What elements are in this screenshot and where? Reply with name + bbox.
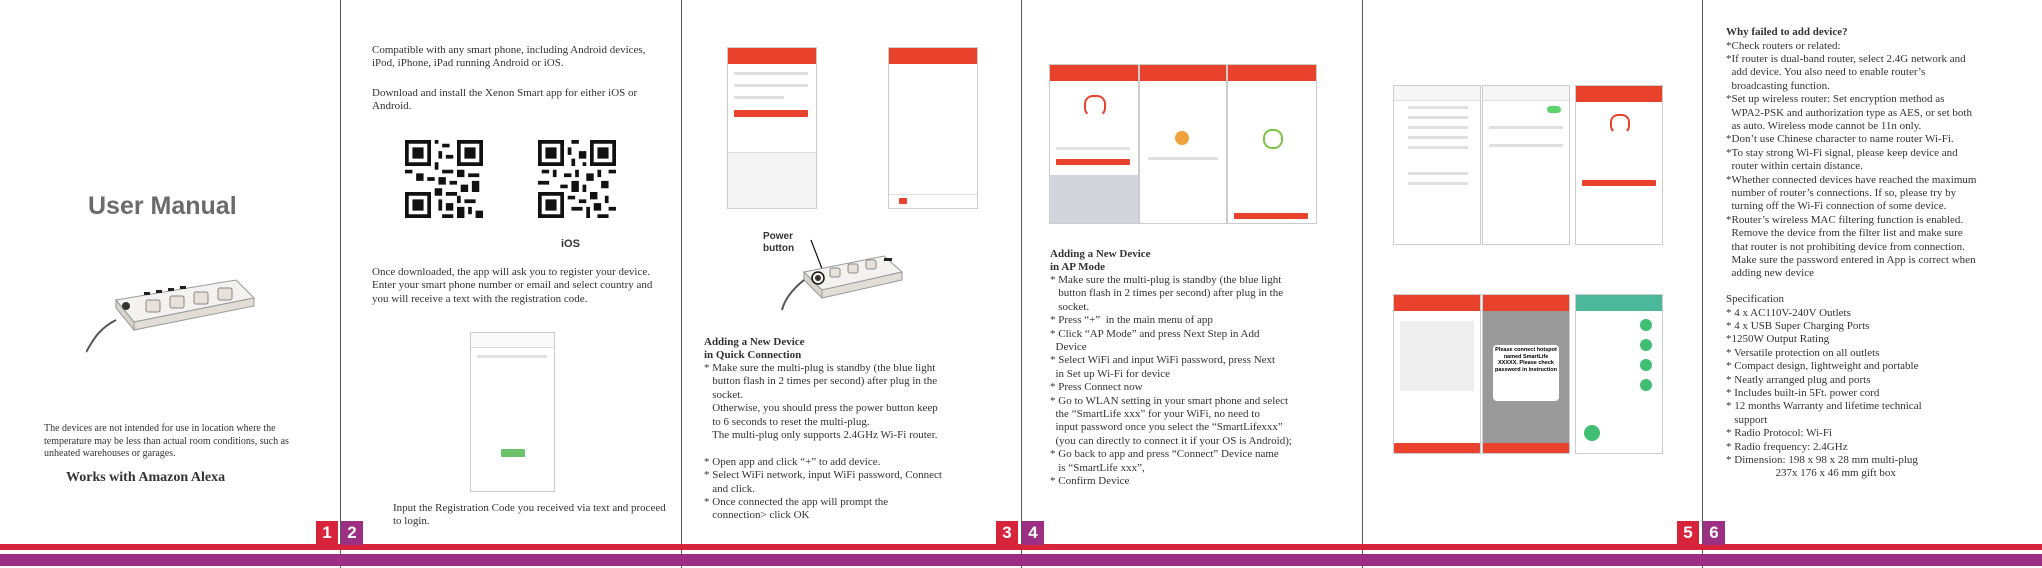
why-line: turning off the Wi-Fi connection of some device.: [1726, 200, 1947, 213]
ap-step-line: (you can directly to connect it if your OS is Android);: [1050, 434, 1292, 447]
why-line: adding new device: [1726, 267, 1814, 280]
add-device-phone-screenshot: [1575, 85, 1663, 245]
compat-text: Compatible with any smart phone, including Android devices, iPod, iPhone, iPad running Android or iOS.: [372, 44, 646, 70]
spec-line: * 12 months Warranty and lifetime technical: [1726, 400, 1922, 413]
android-qr-code: [405, 140, 483, 218]
why-line: number of router’s connections. If so, please try by: [1726, 186, 1957, 199]
spec-line: * Compact design, lightweight and portable: [1726, 360, 1919, 373]
quick-step-line: connection> click OK: [704, 509, 810, 522]
quick-step-line: The multi-plug only supports 2.4GHz Wi-Fi router.: [704, 429, 938, 442]
input-code-text: Input the Registration Code you received via text and proceed to login.: [393, 502, 666, 528]
page-number-6: 6: [1703, 521, 1725, 545]
home-phone-screenshot: [888, 47, 978, 209]
hotspot-popup-phone-screenshot: [1482, 294, 1570, 454]
quick-heading: [704, 336, 805, 363]
ap-steps: [1050, 274, 1292, 489]
cover-warning: The devices are not intended for use in location where the temperature may be less than actual room conditions, such as unheated warehouses or garages.: [44, 423, 289, 459]
quick-heading-line2: in Quick Connection: [704, 349, 802, 362]
quick-step-line: * Make sure the multi-plug is standby (the blue light: [704, 362, 936, 374]
settings-phone-screenshot: [1393, 85, 1481, 245]
panel-ap-mode: [1022, 0, 1362, 568]
ap-heading-line2: in AP Mode: [1050, 261, 1106, 274]
cover-title: User Manual: [88, 192, 237, 220]
why-line: broadcasting function.: [1726, 79, 1830, 92]
why-line: WPA2-PSK and authorization type as AES, or set both: [1726, 106, 1972, 119]
quick-step-line: to 6 seconds to reset the multi-plug.: [704, 415, 870, 428]
spec-line: * Dimension: 198 x 98 x 28 mm multi-plug: [1726, 453, 1918, 466]
why-line: router within certain distance.: [1726, 160, 1863, 173]
why-line: *Check routers or related:: [1726, 39, 1841, 52]
panel-screenshots: [1363, 0, 1702, 568]
hotspot-popup: Please connect hotspot named SmartLife XXXXX. Please check password in instruction: [1493, 345, 1559, 401]
why-line: *Router’s wireless MAC filtering function is enabled.: [1726, 213, 1964, 226]
power-strip-image: [86, 270, 256, 360]
quick-step-line: [704, 442, 942, 455]
login-phone-screenshot: [727, 47, 817, 209]
ap-step-line: in Set up Wi-Fi for device: [1050, 367, 1171, 380]
wifi-settings-phone-screenshot: [1482, 85, 1570, 245]
quick-step-line: socket.: [704, 388, 744, 401]
why-line: as auto. Wireless mode cannot be 11n only.: [1726, 119, 1922, 132]
spec-line: * 4 x USB Super Charging Ports: [1726, 319, 1870, 332]
why-list: [1726, 40, 1976, 281]
why-line: Make sure the password entered in App is correct when: [1726, 254, 1976, 266]
why-heading: Why failed to add device?: [1726, 26, 1848, 38]
page-number-4: 4: [1022, 521, 1044, 545]
ap-step-line: * Go to WLAN setting in your smart phone and select: [1050, 394, 1289, 407]
ap-step-line: socket.: [1050, 300, 1090, 313]
ap-step-line: is “SmartLife xxx”,: [1050, 461, 1145, 474]
why-line: add device. You also need to enable router’s: [1726, 66, 1926, 79]
quick-step-line: * Open app and click “+” to add device.: [704, 455, 881, 468]
power-label-line1: Power: [763, 231, 794, 242]
why-line: *Don’t use Chinese character to name router Wi-Fi.: [1726, 133, 1954, 146]
ap-step-line: * Go back to app and press “Connect” Device name: [1050, 448, 1279, 461]
ios-qr-code: [538, 140, 616, 218]
spec-line: * 4 x AC110V-240V Outlets: [1726, 306, 1851, 319]
quick-step-line: * Once connected the app will prompt the: [704, 496, 889, 509]
quick-steps: [704, 362, 942, 523]
set-network-phone-screenshot: [1049, 64, 1139, 224]
panel-quick-connection: [682, 0, 1021, 568]
ios-label: iOS: [561, 238, 580, 250]
ap-step-line: * Click “AP Mode” and press Next Step in Add: [1050, 327, 1260, 340]
cover-panel: [0, 0, 340, 568]
ap-heading-line1: Adding a New Device: [1050, 248, 1151, 260]
quick-step-line: * Select WiFi network, input WiFi password, Connect: [704, 469, 942, 482]
why-line: *To stay strong Wi-Fi signal, please keep device and: [1726, 146, 1958, 159]
quick-heading-line1: Adding a New Device: [704, 336, 805, 348]
spec-line: * Radio frequency: 2.4GHz: [1726, 440, 1848, 453]
spec-list: [1726, 307, 1922, 481]
why-line: *Whether connected devices have reached the maximum: [1726, 173, 1977, 186]
connect-done-phone-screenshot: [1227, 64, 1317, 224]
spec-line: 237x 176 x 46 mm gift box: [1726, 467, 1896, 480]
page-number-2: 2: [341, 521, 363, 545]
ap-step-line: the “SmartLife xxx” for your WiFi, no need to: [1050, 408, 1260, 421]
spec-line: * Includes built-in 5Ft. power cord: [1726, 386, 1880, 399]
quick-step-line: and click.: [704, 482, 756, 495]
page-number-5: 5: [1677, 521, 1699, 545]
ap-step-line: * Select WiFi and input WiFi password, press Next: [1050, 354, 1276, 367]
ap-step-line: button flash in 2 times per second) after plug in the: [1050, 287, 1284, 300]
cover-alexa: Works with Amazon Alexa: [66, 470, 226, 485]
spec-line: support: [1726, 413, 1768, 426]
panel-troubleshooting: [1703, 0, 2042, 568]
panel-registration: [341, 0, 681, 568]
hotspot-phone-screenshot: [1393, 294, 1481, 454]
quick-step-line: Otherwise, you should press the power button keep: [704, 402, 938, 415]
ap-step-line: * Confirm Device: [1050, 475, 1130, 488]
ap-step-line: * Make sure the multi-plug is standby (the blue light: [1050, 274, 1282, 286]
device-list-phone-screenshot: [1575, 294, 1663, 454]
spec-line: *1250W Output Rating: [1726, 333, 1830, 346]
spec-line: * Neatly arranged plug and ports: [1726, 373, 1871, 386]
power-label-line2: button: [763, 243, 795, 254]
why-line: that router is not prohibiting device from connection.: [1726, 240, 1965, 253]
spec-line: * Versatile protection on all outlets: [1726, 346, 1880, 359]
why-line: *If router is dual-band router, select 2.4G network and: [1726, 52, 1966, 65]
quick-step-line: button flash in 2 times per second) after plug in the: [704, 375, 938, 388]
connect-device-phone-screenshot: [1139, 64, 1227, 224]
download-text: Download and install the Xenon Smart app for either iOS or Android.: [372, 87, 638, 113]
page-number-1: 1: [316, 521, 338, 545]
page-number-3: 3: [996, 521, 1018, 545]
power-strip-button-image: [764, 232, 904, 312]
ap-step-line: * Press Connect now: [1050, 381, 1143, 394]
ap-step-line: * Press “+” in the main menu of app: [1050, 314, 1213, 327]
ap-step-line: input password once you select the “SmartLifexxx”: [1050, 421, 1283, 434]
why-line: Remove the device from the filter list and make sure: [1726, 227, 1963, 240]
spec-line: * Radio Protocol: Wi-Fi: [1726, 427, 1832, 440]
registration-phone-screenshot: [470, 332, 555, 492]
ap-heading: [1050, 248, 1151, 275]
spec-heading: Specification: [1726, 293, 1785, 305]
why-line: *Set up wireless router: Set encryption method as: [1726, 93, 1945, 106]
register-text: Once downloaded, the app will ask you to register your device. Enter your smart phone number or email and select country and you will receive a text with the registration code.: [372, 266, 653, 305]
ap-step-line: Device: [1050, 341, 1087, 354]
